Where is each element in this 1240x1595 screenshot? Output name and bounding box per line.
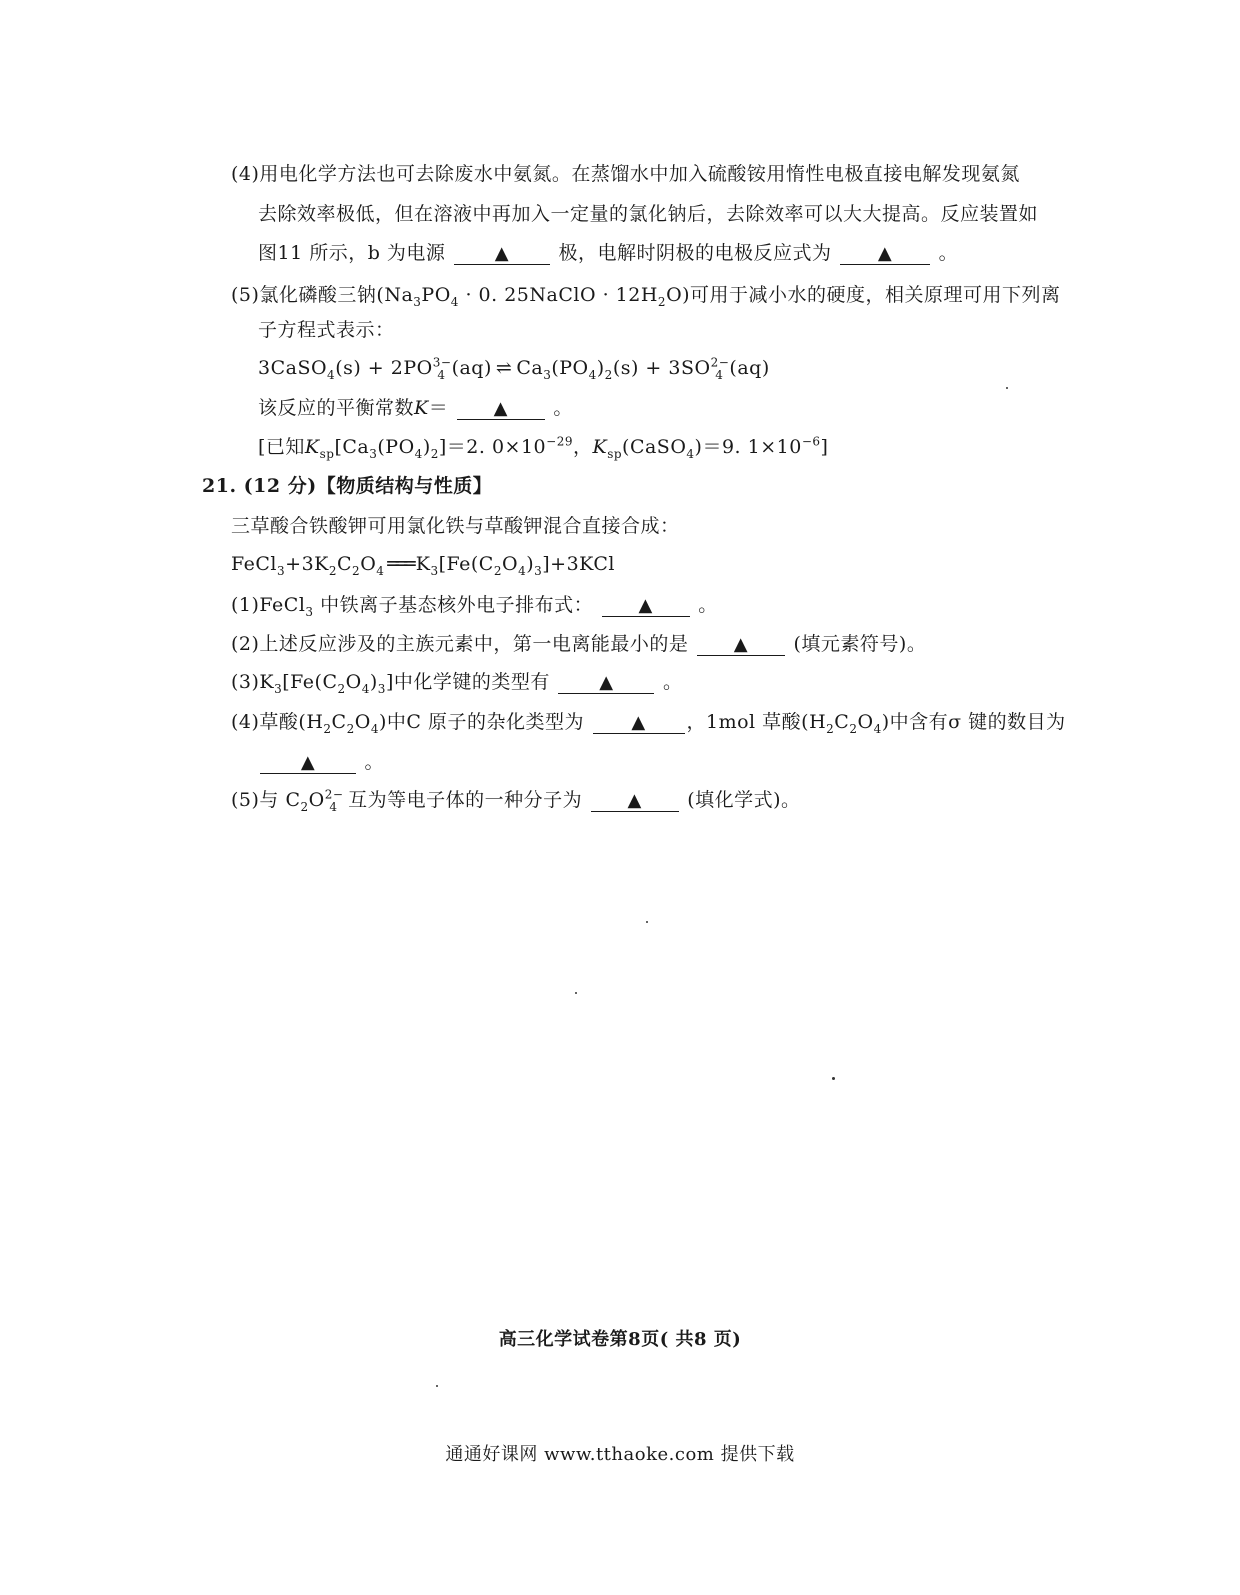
eq-sub: 2 xyxy=(493,563,502,578)
known-sub: 4 xyxy=(414,446,423,461)
q21-equation xyxy=(231,552,615,576)
q21-part-4-cont xyxy=(258,750,384,774)
q5-text: · 0. 25NaClO · 12H xyxy=(458,284,658,306)
eq-part: O xyxy=(501,553,519,575)
q5-text: ＝ xyxy=(428,397,449,419)
q21-part-2 xyxy=(231,632,926,656)
reaction-arrow-icon: ═══ xyxy=(387,553,413,575)
eq-sub: 3 xyxy=(277,563,286,578)
eq-sub: 2 xyxy=(328,563,337,578)
eq-part: Ca xyxy=(516,357,544,379)
eq-part: ) xyxy=(526,553,535,575)
q21-part-1 xyxy=(231,593,718,617)
q21-text: (4)草酸(H xyxy=(231,711,324,733)
q5-text: PO xyxy=(421,284,451,306)
q21-text: (5)与 C xyxy=(231,789,301,811)
eq-part: +3K xyxy=(285,553,329,575)
q21-text: 。 xyxy=(698,594,718,616)
q5-equation xyxy=(258,356,770,380)
q21-part-4 xyxy=(231,710,1066,734)
eq-part: ) xyxy=(596,357,605,379)
eq-sub: 4 xyxy=(588,367,597,382)
q21-sub: 2 xyxy=(323,721,332,736)
known-sub: 2 xyxy=(430,446,439,461)
eq-sub: 4 xyxy=(327,367,336,382)
answer-blank-electrode[interactable] xyxy=(454,243,550,265)
q21-text: O xyxy=(345,671,362,693)
scan-speck xyxy=(832,1077,835,1080)
blank-triangle-icon: ▲ xyxy=(733,634,749,655)
q21-text: C xyxy=(834,711,850,733)
known-text: ， xyxy=(572,436,593,458)
eq-sub: 4 xyxy=(376,563,385,578)
eq-part: (aq) xyxy=(729,357,770,379)
q4-text-a: 图11 所示，b 为电源 xyxy=(258,242,446,264)
eq-part: O xyxy=(360,553,377,575)
q5-line-1 xyxy=(231,283,1061,307)
q21-sub: 4 xyxy=(873,721,882,736)
known-text: )＝9. 1×10 xyxy=(694,436,802,458)
q21-text: ) xyxy=(369,671,378,693)
q5-sub: 3 xyxy=(413,294,422,309)
q21-text: (填元素符号)。 xyxy=(793,633,927,655)
q21-intro: 三草酸合铁酸钾可用氯化铁与草酸钾混合直接合成： xyxy=(231,515,680,537)
blank-triangle-icon: ▲ xyxy=(599,672,614,693)
q21-text: )中含有σ 键的数目为 xyxy=(881,711,1066,733)
q21-text: O xyxy=(354,711,371,733)
q5-text: 该反应的平衡常数 xyxy=(258,397,415,419)
known-sub: sp xyxy=(319,446,335,461)
eq-part: C xyxy=(337,553,353,575)
known-text: ) xyxy=(422,436,431,458)
eq-sup: 2− xyxy=(710,355,730,370)
q21-sub: 2 xyxy=(337,681,346,696)
scan-speck xyxy=(646,921,648,923)
q21-sub: 2 xyxy=(300,799,309,814)
q21-sub: 2 xyxy=(346,721,355,736)
q21-text: 互为等电子体的一种分子为 xyxy=(341,789,583,811)
equilibrium-arrow-icon: ⇌ xyxy=(495,357,513,379)
q21-sup: 2− xyxy=(324,787,344,802)
answer-blank-k[interactable] xyxy=(457,398,545,420)
eq-sub: 3 xyxy=(430,563,439,578)
q21-text: 。 xyxy=(662,671,683,693)
q21-text: (1)FeCl xyxy=(231,594,306,616)
q21-sub: 3 xyxy=(274,681,283,696)
known-text: (CaSO xyxy=(622,436,687,458)
q5-text: (5)氯化磷酸三钠(Na xyxy=(231,284,414,306)
q21-sub: 2 xyxy=(826,721,835,736)
q21-sub: 4 xyxy=(361,681,370,696)
q5-line-2: 子方程式表示： xyxy=(258,319,395,341)
scan-speck xyxy=(436,1385,438,1387)
site-footer: 通通好课网 www.tthaoke.com 提供下载 xyxy=(445,1444,795,1465)
answer-blank-cathode[interactable] xyxy=(840,243,930,265)
q21-text: 中铁离子基态核外电子排布式： xyxy=(313,594,594,616)
answer-blank-config[interactable] xyxy=(602,595,690,617)
q21-sub: 4 xyxy=(370,721,379,736)
page-footer: 高三化学试卷第8页( 共8 页) xyxy=(498,1329,742,1350)
q21-part-3 xyxy=(231,670,682,694)
known-sub: sp xyxy=(607,446,623,461)
known-sub: 4 xyxy=(686,446,695,461)
q21-text: ]中化学键的类型有 xyxy=(385,671,550,693)
q21-sub: 4 xyxy=(329,799,338,814)
known-k: K xyxy=(592,436,608,458)
q5-known xyxy=(258,435,828,459)
eq-sub: 2 xyxy=(604,367,613,382)
q4-line-3 xyxy=(258,241,958,265)
q5-sub: 2 xyxy=(657,294,667,309)
blank-triangle-icon: ▲ xyxy=(638,595,653,616)
blank-triangle-icon: ▲ xyxy=(494,243,510,264)
q4-text-b: 极，电解时阴极的电极反应式为 xyxy=(558,242,832,264)
q21-part-5 xyxy=(231,788,801,812)
answer-blank-sigma-count[interactable] xyxy=(260,752,356,774)
answer-blank-element[interactable] xyxy=(697,634,785,656)
q4-line-2: 去除效率极低，但在溶液中再加入一定量的氯化钠后，去除效率可以大大提高。反应装置如 xyxy=(258,203,1039,225)
q4-line-1: (4)用电化学方法也可去除废水中氨氮。在蒸馏水中加入硫酸铵用惰性电极直接电解发现氨氮 xyxy=(231,163,1020,185)
eq-part: FeCl xyxy=(231,553,278,575)
q4-text-c: 。 xyxy=(938,242,959,264)
eq-part: (s) + 3SO xyxy=(612,357,711,379)
answer-blank-hybridization[interactable] xyxy=(593,712,685,734)
q21-sub: 3 xyxy=(377,681,386,696)
eq-sub: 2 xyxy=(352,563,361,578)
q21-text: (填化学式)。 xyxy=(687,789,801,811)
answer-blank-bond-type[interactable] xyxy=(558,672,654,694)
scan-speck xyxy=(575,992,577,994)
known-text: [已知 xyxy=(258,436,305,458)
eq-part: (PO xyxy=(551,357,589,379)
known-sup: −6 xyxy=(801,434,821,449)
blank-triangle-icon: ▲ xyxy=(300,752,316,773)
q21-sub: 2 xyxy=(849,721,858,736)
q5-k-symbol: K xyxy=(414,397,429,419)
eq-part: (aq) xyxy=(451,357,492,379)
eq-part: ]+3KCl xyxy=(542,553,615,575)
known-text: [Ca xyxy=(334,436,370,458)
q21-text: (2)上述反应涉及的主族元素中，第一电离能最小的是 xyxy=(231,633,689,655)
known-text: ] xyxy=(820,436,829,458)
blank-triangle-icon: ▲ xyxy=(493,398,508,419)
q21-header: 21. (12 分)【物质结构与性质】 xyxy=(202,475,493,497)
scan-speck xyxy=(1006,387,1008,389)
q5-text: O)可用于减小水的硬度，相关原理可用下列离 xyxy=(666,284,1061,306)
eq-part: (s) + 2PO xyxy=(335,357,433,379)
known-sup: −29 xyxy=(546,434,573,449)
eq-sub: 3 xyxy=(543,367,552,382)
eq-part: K xyxy=(415,553,431,575)
q21-text: O xyxy=(857,711,874,733)
q5-sub: 4 xyxy=(450,294,459,309)
eq-sub: 4 xyxy=(437,367,446,382)
eq-sub: 4 xyxy=(715,367,724,382)
q21-sub: 3 xyxy=(305,604,314,619)
known-sub: 3 xyxy=(369,446,378,461)
q21-text: [Fe(C xyxy=(282,671,338,693)
eq-sub: 4 xyxy=(518,563,527,578)
blank-triangle-icon: ▲ xyxy=(877,243,893,264)
answer-blank-isoelectronic[interactable] xyxy=(591,790,679,812)
eq-part: [Fe(C xyxy=(438,553,494,575)
blank-triangle-icon: ▲ xyxy=(627,790,642,811)
q21-text: )中C 原子的杂化类型为 xyxy=(378,711,584,733)
eq-sub: 3 xyxy=(534,563,543,578)
q21-text: (3)K xyxy=(231,671,275,693)
q21-text: 。 xyxy=(364,751,385,773)
known-k: K xyxy=(304,436,320,458)
known-text: ]＝2. 0×10 xyxy=(438,436,547,458)
q5-text: 。 xyxy=(553,397,573,419)
q21-text: ，1mol 草酸(H xyxy=(686,711,827,733)
eq-sup: 3− xyxy=(432,355,452,370)
known-text: (PO xyxy=(377,436,415,458)
q21-text: C xyxy=(331,711,347,733)
eq-part: 3CaSO xyxy=(258,357,328,379)
blank-triangle-icon: ▲ xyxy=(631,712,646,733)
q5-line-4 xyxy=(258,396,573,420)
q21-text: O xyxy=(308,789,325,811)
